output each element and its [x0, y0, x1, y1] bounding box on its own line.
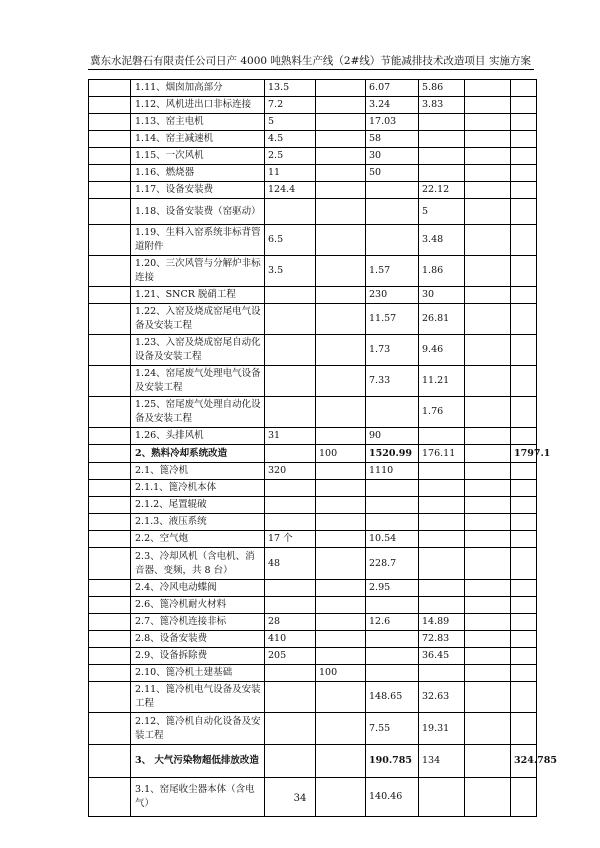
index-cell — [89, 97, 131, 114]
index-cell — [89, 199, 131, 225]
value-cell-c5 — [465, 514, 511, 531]
value-cell-c1 — [265, 745, 316, 778]
item-name-cell: 1.15、一次风机 — [131, 148, 265, 165]
value-cell-c3: 2.95 — [366, 580, 419, 597]
value-cell-c1 — [265, 497, 316, 514]
index-cell — [89, 366, 131, 397]
table-row — [89, 114, 537, 131]
table-row — [89, 256, 537, 287]
header-section: 实施方案 — [489, 55, 531, 67]
value-cell-c3: 148.65 — [366, 682, 419, 713]
value-cell-c5 — [465, 497, 511, 514]
index-cell — [89, 548, 131, 580]
value-cell-c3 — [366, 597, 419, 614]
value-cell-c2 — [316, 287, 366, 304]
value-cell-c4: 1.86 — [419, 256, 465, 287]
value-cell-c6 — [511, 80, 537, 97]
value-cell-c5 — [465, 131, 511, 148]
item-name-cell: 2.1.1、篦冷机本体 — [131, 480, 265, 497]
index-cell — [89, 463, 131, 480]
value-cell-c4 — [419, 114, 465, 131]
value-cell-c6 — [511, 580, 537, 597]
value-cell-c6 — [511, 514, 537, 531]
item-name-cell: 1.20、三次风管与分解炉非标连接 — [131, 256, 265, 287]
value-cell-c3: 58 — [366, 131, 419, 148]
value-cell-c1: 320 — [265, 463, 316, 480]
value-cell-c3: 190.785 — [366, 745, 419, 778]
value-cell-c4: 176.11 — [419, 445, 465, 463]
value-cell-c3 — [366, 665, 419, 682]
item-name-cell: 1.12、风机进出口非标连接 — [131, 97, 265, 114]
index-cell — [89, 614, 131, 631]
item-name-cell: 1.11、烟囱加高部分 — [131, 80, 265, 97]
value-cell-c6 — [511, 665, 537, 682]
index-cell — [89, 287, 131, 304]
value-cell-c6 — [511, 97, 537, 114]
value-cell-c6: 1797.1 — [511, 445, 537, 463]
value-cell-c1: 2.5 — [265, 148, 316, 165]
value-cell-c5 — [465, 366, 511, 397]
value-cell-c3: 30 — [366, 148, 419, 165]
table-row — [89, 131, 537, 148]
table-row — [89, 580, 537, 597]
value-cell-c4: 30 — [419, 287, 465, 304]
value-cell-c1 — [265, 287, 316, 304]
value-cell-c2 — [316, 745, 366, 778]
value-cell-c4 — [419, 148, 465, 165]
value-cell-c2 — [316, 648, 366, 665]
item-name-cell: 1.26、头排风机 — [131, 428, 265, 445]
value-cell-c6 — [511, 148, 537, 165]
item-name-cell: 2.8、设备安装费 — [131, 631, 265, 648]
value-cell-c6 — [511, 597, 537, 614]
item-name-cell: 2.4、冷风电动蝶阀 — [131, 580, 265, 597]
value-cell-c4: 26.81 — [419, 304, 465, 335]
index-cell — [89, 148, 131, 165]
value-cell-c2 — [316, 713, 366, 745]
value-cell-c5 — [465, 397, 511, 428]
value-cell-c2: 100 — [316, 665, 366, 682]
value-cell-c4: 11.21 — [419, 366, 465, 397]
table-row — [89, 80, 537, 97]
value-cell-c1: 6.5 — [265, 225, 316, 256]
value-cell-c3: 230 — [366, 287, 419, 304]
value-cell-c1 — [265, 445, 316, 463]
value-cell-c6 — [511, 531, 537, 548]
value-cell-c4: 72.83 — [419, 631, 465, 648]
table-row — [89, 463, 537, 480]
value-cell-c1 — [265, 580, 316, 597]
item-name-cell: 1.23、入窑及烧成窑尾自动化设备及安装工程 — [131, 335, 265, 366]
value-cell-c2 — [316, 682, 366, 713]
value-cell-c1 — [265, 597, 316, 614]
table-row — [89, 397, 537, 428]
value-cell-c5 — [465, 199, 511, 225]
index-cell — [89, 597, 131, 614]
value-cell-c6 — [511, 199, 537, 225]
value-cell-c5 — [465, 182, 511, 199]
table-row — [89, 335, 537, 366]
item-name-cell: 2.6、篦冷机耐火材料 — [131, 597, 265, 614]
item-name-cell: 2.3、冷却风机（含电机、消音器、变频，共 8 台） — [131, 548, 265, 580]
table-row — [89, 497, 537, 514]
value-cell-c2 — [316, 304, 366, 335]
page-header — [90, 53, 535, 69]
value-cell-c1: 13.5 — [265, 80, 316, 97]
index-cell — [89, 531, 131, 548]
value-cell-c4 — [419, 131, 465, 148]
value-cell-c6 — [511, 182, 537, 199]
value-cell-c2 — [316, 548, 366, 580]
value-cell-c5 — [465, 597, 511, 614]
table-row — [89, 428, 537, 445]
item-name-cell: 1.19、生料入窑系统非标背管道附件 — [131, 225, 265, 256]
value-cell-c2 — [316, 514, 366, 531]
value-cell-c4 — [419, 580, 465, 597]
value-cell-c4: 3.83 — [419, 97, 465, 114]
index-cell — [89, 182, 131, 199]
table-row — [89, 225, 537, 256]
value-cell-c3: 50 — [366, 165, 419, 182]
value-cell-c2 — [316, 148, 366, 165]
table-row — [89, 148, 537, 165]
value-cell-c5 — [465, 480, 511, 497]
header-title: 冀东水泥磐石有限责任公司日产 4000 吨熟料生产线（2#线）节能减排技术改造项目 — [90, 55, 486, 67]
item-name-cell: 2.10、篦冷机土建基础 — [131, 665, 265, 682]
value-cell-c1: 7.2 — [265, 97, 316, 114]
value-cell-c1 — [265, 304, 316, 335]
value-cell-c2 — [316, 80, 366, 97]
value-cell-c4 — [419, 597, 465, 614]
value-cell-c6 — [511, 366, 537, 397]
value-cell-c5 — [465, 148, 511, 165]
value-cell-c3: 140.46 — [366, 778, 419, 817]
index-cell — [89, 497, 131, 514]
value-cell-c6 — [511, 225, 537, 256]
value-cell-c5 — [465, 463, 511, 480]
value-cell-c4: 36.45 — [419, 648, 465, 665]
value-cell-c6 — [511, 480, 537, 497]
table-row — [89, 682, 537, 713]
value-cell-c3 — [366, 225, 419, 256]
value-cell-c1: 205 — [265, 648, 316, 665]
value-cell-c4 — [419, 531, 465, 548]
value-cell-c3 — [366, 182, 419, 199]
value-cell-c6 — [511, 463, 537, 480]
value-cell-c1 — [265, 480, 316, 497]
index-cell — [89, 428, 131, 445]
table-row — [89, 597, 537, 614]
value-cell-c2 — [316, 114, 366, 131]
value-cell-c2 — [316, 480, 366, 497]
table-row — [89, 480, 537, 497]
value-cell-c3: 90 — [366, 428, 419, 445]
table-row — [89, 631, 537, 648]
index-cell — [89, 682, 131, 713]
index-cell — [89, 665, 131, 682]
value-cell-c5 — [465, 531, 511, 548]
value-cell-c1 — [265, 397, 316, 428]
value-cell-c4: 22.12 — [419, 182, 465, 199]
table-row — [89, 97, 537, 114]
value-cell-c2 — [316, 531, 366, 548]
value-cell-c4 — [419, 480, 465, 497]
table-row — [89, 665, 537, 682]
item-name-cell: 2.7、篦冷机连接非标 — [131, 614, 265, 631]
index-cell — [89, 165, 131, 182]
value-cell-c2 — [316, 597, 366, 614]
value-cell-c2 — [316, 397, 366, 428]
item-name-cell: 3、 大气污染物超低排放改造 — [131, 745, 265, 778]
value-cell-c1 — [265, 682, 316, 713]
value-cell-c6 — [511, 631, 537, 648]
value-cell-c5 — [465, 256, 511, 287]
item-name-cell: 2、熟料冷却系统改造 — [131, 445, 265, 463]
value-cell-c2 — [316, 631, 366, 648]
value-cell-c4: 3.48 — [419, 225, 465, 256]
value-cell-c3 — [366, 648, 419, 665]
item-name-cell: 1.24、窑尾废气处理电气设备及安装工程 — [131, 366, 265, 397]
value-cell-c2 — [316, 497, 366, 514]
index-cell — [89, 514, 131, 531]
value-cell-c6 — [511, 335, 537, 366]
value-cell-c6 — [511, 428, 537, 445]
value-cell-c3: 7.33 — [366, 366, 419, 397]
value-cell-c3 — [366, 480, 419, 497]
value-cell-c1: 11 — [265, 165, 316, 182]
value-cell-c4: 5.86 — [419, 80, 465, 97]
value-cell-c5 — [465, 225, 511, 256]
value-cell-c1: 5 — [265, 114, 316, 131]
index-cell — [89, 445, 131, 463]
item-name-cell: 1.18、设备安装费（窑驱动） — [131, 199, 265, 225]
index-cell — [89, 631, 131, 648]
value-cell-c5 — [465, 548, 511, 580]
value-cell-c4 — [419, 428, 465, 445]
value-cell-c3: 1.73 — [366, 335, 419, 366]
value-cell-c4 — [419, 463, 465, 480]
value-cell-c5 — [465, 580, 511, 597]
item-name-cell: 1.21、SNCR 脱硝工程 — [131, 287, 265, 304]
value-cell-c5 — [465, 665, 511, 682]
value-cell-c3: 1110 — [366, 463, 419, 480]
value-cell-c2 — [316, 165, 366, 182]
item-name-cell: 1.17、设备安装费 — [131, 182, 265, 199]
item-name-cell: 1.22、入窑及烧成窑尾电气设备及安装工程 — [131, 304, 265, 335]
value-cell-c6 — [511, 497, 537, 514]
value-cell-c2 — [316, 182, 366, 199]
value-cell-c2: 100 — [316, 445, 366, 463]
value-cell-c4: 1.76 — [419, 397, 465, 428]
table-row — [89, 287, 537, 304]
value-cell-c3: 7.55 — [366, 713, 419, 745]
value-cell-c3: 12.6 — [366, 614, 419, 631]
value-cell-c6: 324.785 — [511, 745, 537, 778]
value-cell-c1 — [265, 713, 316, 745]
value-cell-c5 — [465, 97, 511, 114]
value-cell-c4: 5 — [419, 199, 465, 225]
value-cell-c4: 9.46 — [419, 335, 465, 366]
value-cell-c1: 48 — [265, 548, 316, 580]
value-cell-c6 — [511, 165, 537, 182]
item-name-cell: 2.11、篦冷机电气设备及安装工程 — [131, 682, 265, 713]
value-cell-c5 — [465, 428, 511, 445]
item-name-cell: 2.2、空气炮 — [131, 531, 265, 548]
value-cell-c4 — [419, 497, 465, 514]
value-cell-c5 — [465, 614, 511, 631]
value-cell-c5 — [465, 631, 511, 648]
value-cell-c6 — [511, 682, 537, 713]
item-name-cell: 1.13、窑主电机 — [131, 114, 265, 131]
value-cell-c6 — [511, 287, 537, 304]
value-cell-c2 — [316, 131, 366, 148]
item-name-cell: 1.25、窑尾废气处理自动化设备及安装工程 — [131, 397, 265, 428]
item-name-cell: 2.9、设备拆除费 — [131, 648, 265, 665]
index-cell — [89, 335, 131, 366]
table-row — [89, 182, 537, 199]
value-cell-c3: 3.24 — [366, 97, 419, 114]
value-cell-c5 — [465, 304, 511, 335]
value-cell-c5 — [465, 165, 511, 182]
index-cell — [89, 80, 131, 97]
value-cell-c4 — [419, 665, 465, 682]
value-cell-c6 — [511, 131, 537, 148]
value-cell-c5 — [465, 335, 511, 366]
value-cell-c4 — [419, 514, 465, 531]
value-cell-c2 — [316, 256, 366, 287]
value-cell-c2 — [316, 335, 366, 366]
table-row — [89, 531, 537, 548]
index-cell — [89, 256, 131, 287]
value-cell-c1 — [265, 514, 316, 531]
value-cell-c4: 19.31 — [419, 713, 465, 745]
value-cell-c2 — [316, 97, 366, 114]
value-cell-c1: 3.5 — [265, 256, 316, 287]
index-cell — [89, 304, 131, 335]
value-cell-c2 — [316, 580, 366, 597]
value-cell-c3 — [366, 199, 419, 225]
value-cell-c6 — [511, 648, 537, 665]
item-name-cell: 1.14、窑主减速机 — [131, 131, 265, 148]
item-name-cell: 3.1、窑尾收尘器本体（含电气） — [131, 778, 265, 817]
value-cell-c6 — [511, 256, 537, 287]
value-cell-c5 — [465, 445, 511, 463]
value-cell-c1: 31 — [265, 428, 316, 445]
value-cell-c1: 124.4 — [265, 182, 316, 199]
value-cell-c5 — [465, 648, 511, 665]
index-cell — [89, 745, 131, 778]
table-row — [89, 745, 537, 778]
page-number: 34 — [293, 793, 307, 804]
value-cell-c3: 11.57 — [366, 304, 419, 335]
table-row — [89, 199, 537, 225]
value-cell-c6 — [511, 548, 537, 580]
table-row — [89, 648, 537, 665]
value-cell-c1 — [265, 366, 316, 397]
table-row — [89, 514, 537, 531]
index-cell — [89, 480, 131, 497]
value-cell-c4: 134 — [419, 745, 465, 778]
value-cell-c5 — [465, 80, 511, 97]
value-cell-c6 — [511, 614, 537, 631]
value-cell-c3 — [366, 631, 419, 648]
value-cell-c2 — [316, 199, 366, 225]
value-cell-c3: 1.57 — [366, 256, 419, 287]
value-cell-c6 — [511, 114, 537, 131]
item-name-cell: 2.1.3、液压系统 — [131, 514, 265, 531]
item-name-cell: 2.1、篦冷机 — [131, 463, 265, 480]
item-name-cell: 1.16、燃烧器 — [131, 165, 265, 182]
item-name-cell: 2.1.2、尾置辊破 — [131, 497, 265, 514]
item-name-cell: 2.12、篦冷机自动化设备及安装工程 — [131, 713, 265, 745]
value-cell-c2 — [316, 428, 366, 445]
value-cell-c5 — [465, 114, 511, 131]
value-cell-c6 — [511, 713, 537, 745]
value-cell-c1: 17 个 — [265, 531, 316, 548]
table-row — [89, 614, 537, 631]
value-cell-c2 — [316, 366, 366, 397]
value-cell-c2 — [316, 614, 366, 631]
value-cell-c1 — [265, 199, 316, 225]
value-cell-c5 — [465, 745, 511, 778]
index-cell — [89, 713, 131, 745]
value-cell-c3: 10.54 — [366, 531, 419, 548]
value-cell-c5 — [465, 287, 511, 304]
value-cell-c5 — [465, 713, 511, 745]
value-cell-c3: 17.03 — [366, 114, 419, 131]
value-cell-c3: 6.07 — [366, 80, 419, 97]
index-cell — [89, 648, 131, 665]
table-row — [89, 445, 537, 463]
value-cell-c3: 228.7 — [366, 548, 419, 580]
value-cell-c1: 410 — [265, 631, 316, 648]
index-cell — [89, 397, 131, 428]
value-cell-c4: 14.89 — [419, 614, 465, 631]
value-cell-c5 — [465, 682, 511, 713]
value-cell-c3 — [366, 497, 419, 514]
budget-table — [88, 79, 557, 817]
value-cell-c1 — [265, 665, 316, 682]
value-cell-c3 — [366, 514, 419, 531]
value-cell-c4 — [419, 548, 465, 580]
value-cell-c3 — [366, 397, 419, 428]
table-row — [89, 304, 537, 335]
value-cell-c6 — [511, 304, 537, 335]
table-row — [89, 366, 537, 397]
value-cell-c4: 32.63 — [419, 682, 465, 713]
index-cell — [89, 114, 131, 131]
index-cell — [89, 225, 131, 256]
header-rule — [88, 69, 534, 70]
table-row — [89, 713, 537, 745]
value-cell-c4 — [419, 165, 465, 182]
table-row — [89, 165, 537, 182]
value-cell-c6 — [511, 397, 537, 428]
value-cell-c1 — [265, 335, 316, 366]
value-cell-c1: 28 — [265, 614, 316, 631]
table-row — [89, 548, 537, 580]
value-cell-c1: 4.5 — [265, 131, 316, 148]
value-cell-c2 — [316, 225, 366, 256]
value-cell-c3: 1520.99 — [366, 445, 419, 463]
value-cell-c2 — [316, 463, 366, 480]
index-cell — [89, 580, 131, 597]
index-cell — [89, 131, 131, 148]
